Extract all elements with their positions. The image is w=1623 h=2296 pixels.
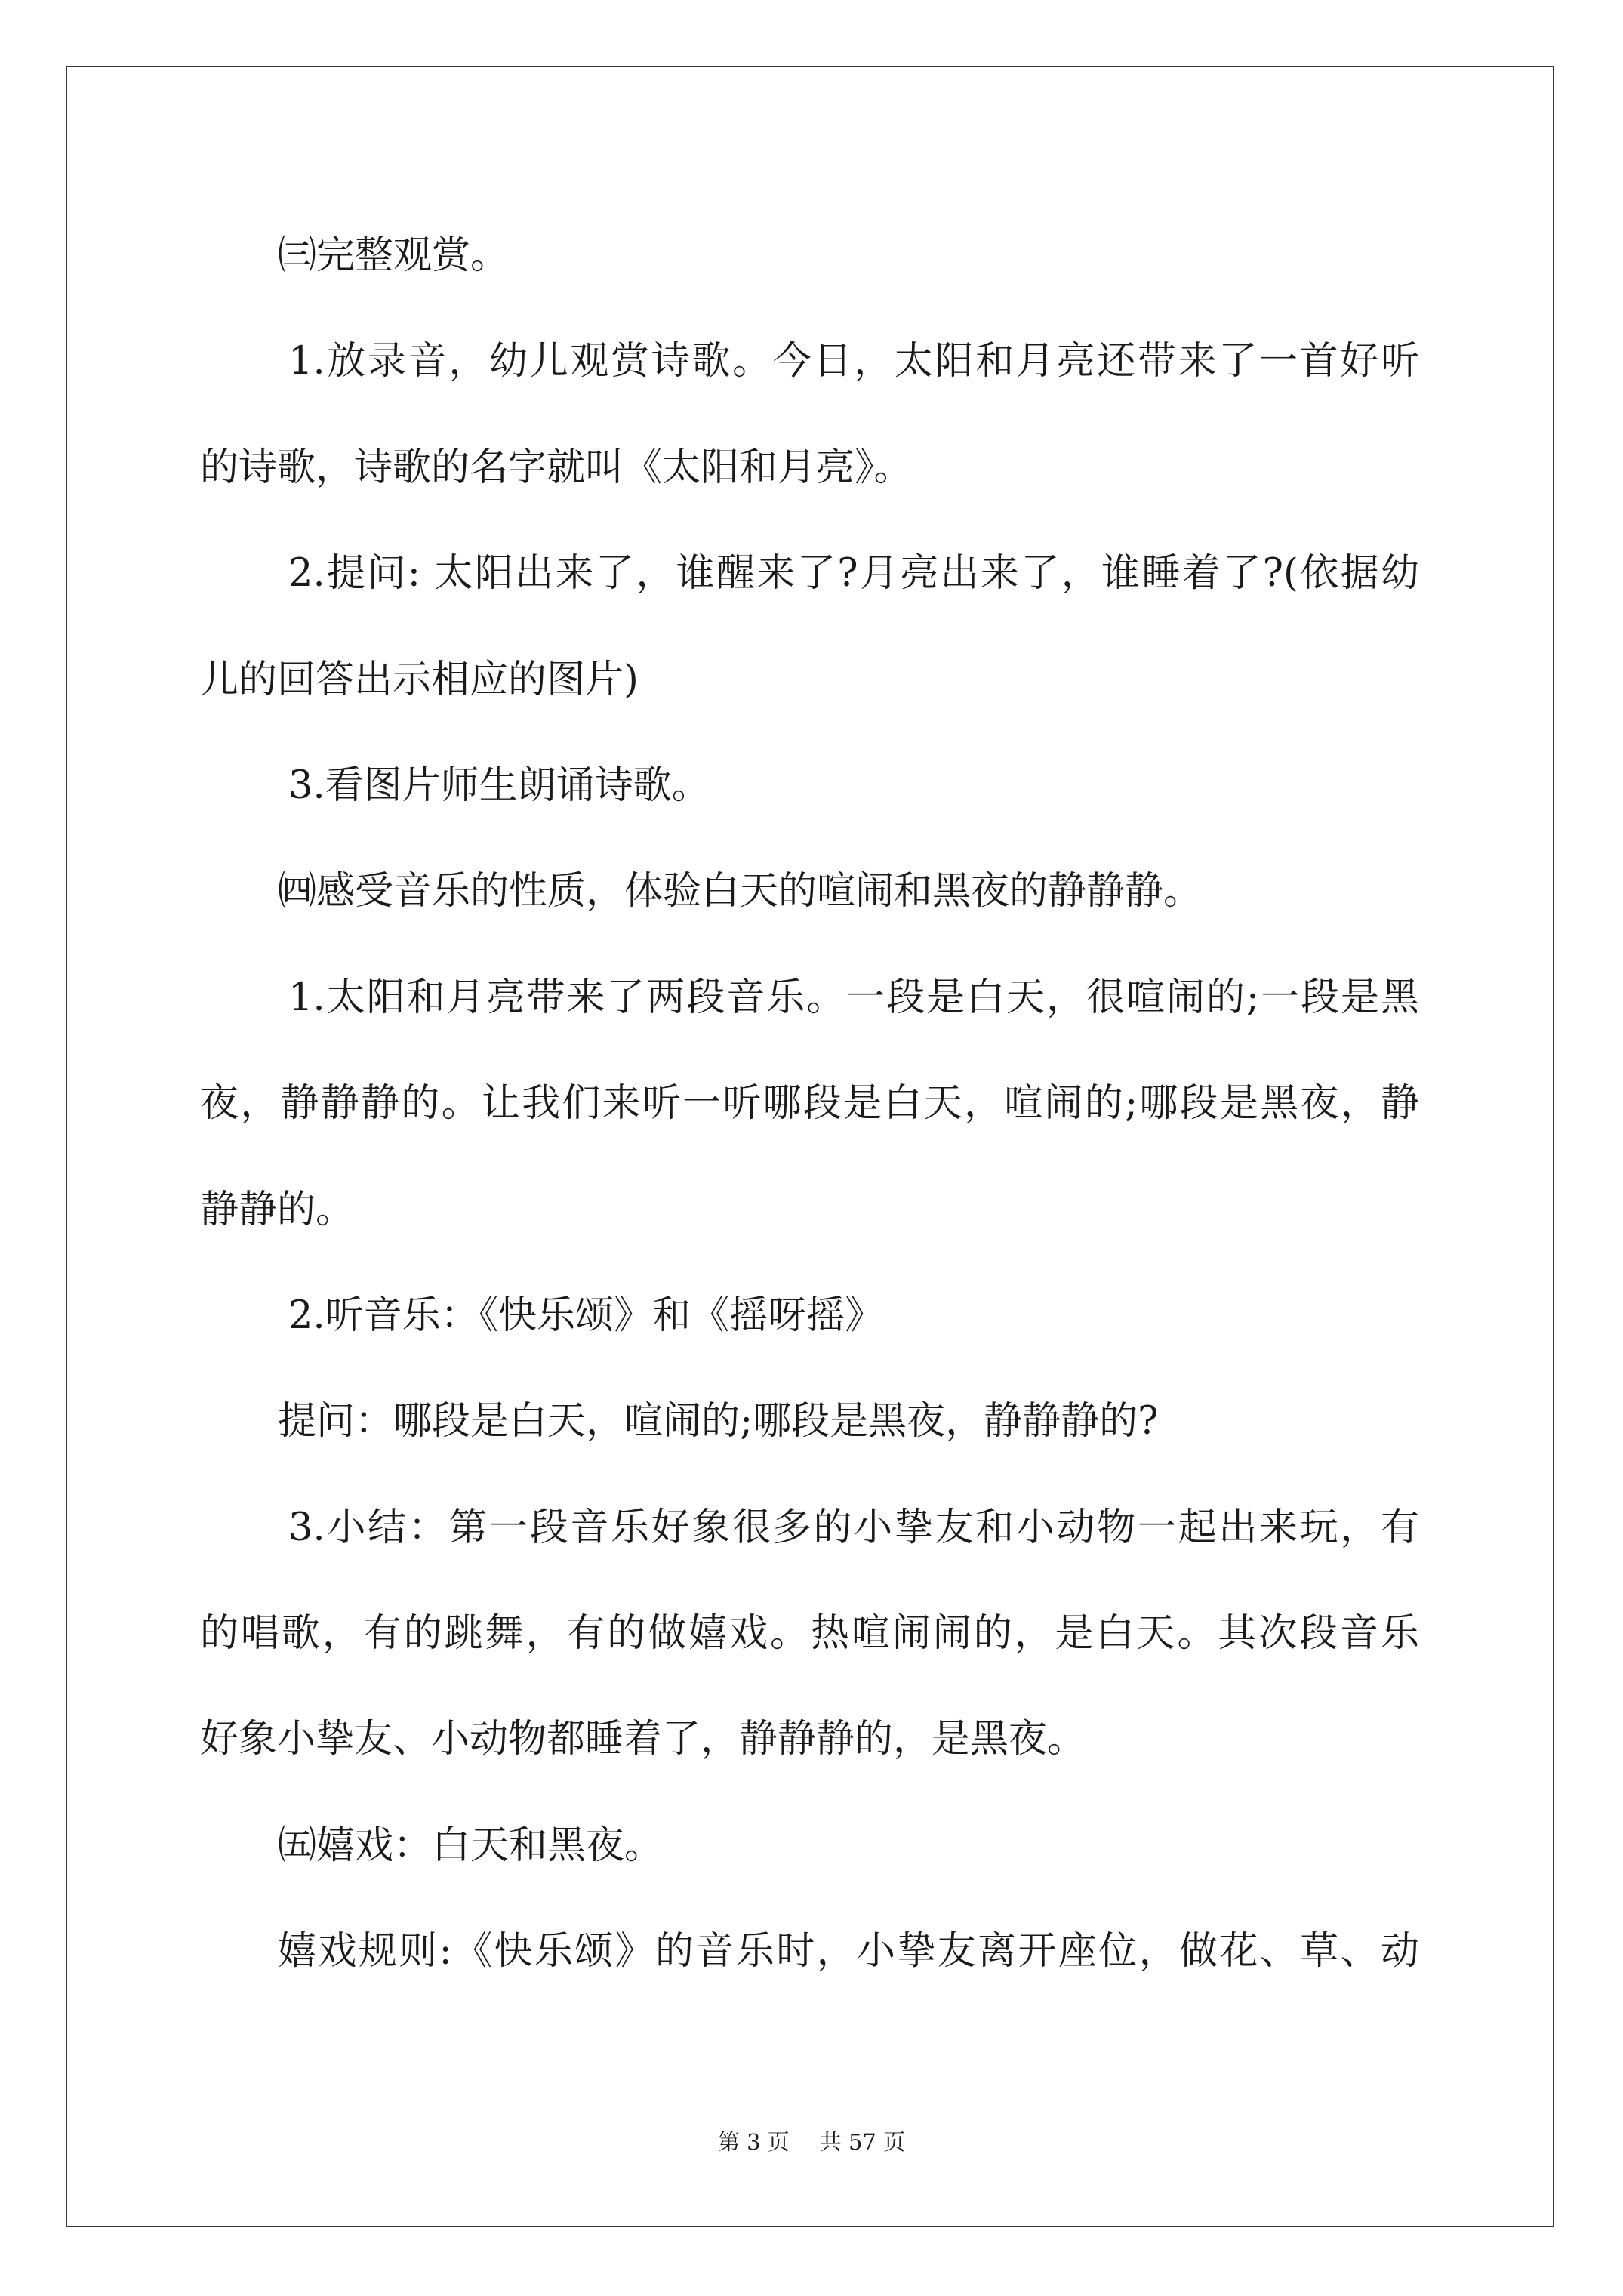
paragraph-line: 提问：哪段是白天，喧闹的;哪段是黑夜，静静静的?	[278, 1399, 1159, 1444]
paragraph	[200, 203, 1419, 309]
paragraph	[200, 521, 1419, 733]
paragraph-line: 3.小结：第一段音乐好象很多的小挚友和小动物一起出来玩，有	[288, 1505, 1419, 1550]
paragraph	[200, 1369, 1419, 1475]
paragraph	[200, 1899, 1419, 2005]
paragraph	[200, 945, 1419, 1263]
paragraph	[200, 1263, 1419, 1369]
paragraph	[200, 1475, 1419, 1793]
paragraph-line: ㈤嬉戏：白天和黑夜。	[278, 1823, 664, 1868]
paragraph	[200, 309, 1419, 521]
paragraph-line: 静静的。	[200, 1187, 355, 1232]
paragraph-line: 的唱歌，有的跳舞，有的做嬉戏。热喧闹闹的，是白天。其次段音乐	[200, 1611, 1419, 1657]
paragraph-line: 夜，静静静的。让我们来听一听哪段是白天，喧闹的;哪段是黑夜，静	[200, 1081, 1419, 1126]
paragraph-line: ㈢完整观赏。	[278, 233, 510, 278]
paragraph-line: 嬉戏规则:《快乐颂》的音乐时，小挚友离开座位，做花、草、动	[278, 1929, 1419, 1974]
page-footer	[0, 2125, 1623, 2159]
total-pages-label: 共 57 页	[819, 2129, 906, 2155]
current-page-label: 第 3 页	[717, 2129, 790, 2155]
paragraph-line: 2.听音乐：《快乐颂》和《摇呀摇》	[288, 1293, 884, 1338]
paragraph-line: 1.太阳和月亮带来了两段音乐。一段是白天，很喧闹的;一段是黑	[288, 975, 1419, 1020]
paragraph-line: 2.提问: 太阳出来了，谁醒来了?月亮出来了，谁睡着了?(依据幼	[288, 551, 1419, 596]
paragraph-line: 1.放录音，幼儿观赏诗歌。今日，太阳和月亮还带来了一首好听	[288, 339, 1419, 384]
document-body	[200, 203, 1419, 2005]
paragraph-line: 的诗歌，诗歌的名字就叫《太阳和月亮》。	[200, 445, 913, 490]
paragraph-line: ㈣感受音乐的性质，体验白天的喧闹和黑夜的静静静。	[278, 869, 1203, 914]
paragraph	[200, 733, 1419, 839]
paragraph-line: 好象小挚友、小动物都睡着了，静静静的，是黑夜。	[200, 1717, 1086, 1762]
paragraph-line: 儿的回答出示相应的图片)	[200, 657, 639, 702]
paragraph-line: 3.看图片师生朗诵诗歌。	[288, 763, 710, 808]
paragraph	[200, 839, 1419, 945]
paragraph	[200, 1793, 1419, 1899]
